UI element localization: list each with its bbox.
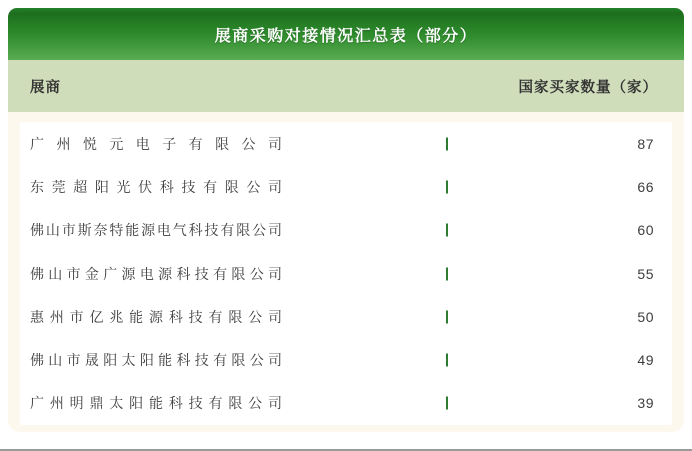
col-header-exhibitor: 展商 — [30, 79, 61, 96]
tick-mark-icon — [446, 310, 448, 323]
table-row — [20, 382, 672, 425]
column-header-row — [8, 60, 684, 112]
exhibitor-name: 佛山市晟阳太阳能科技有限公司 — [30, 352, 282, 369]
exhibitor-name: 佛山市金广源电源科技有限公司 — [30, 265, 282, 282]
table-row — [20, 338, 672, 381]
tick-mark-icon — [446, 137, 448, 150]
table-row — [20, 252, 672, 295]
tick-mark-icon — [446, 180, 448, 193]
exhibitor-name: 广州明鼎太阳能科技有限公司 — [30, 395, 282, 412]
exhibitor-name: 佛山市斯奈特能源电气科技有限公司 — [30, 222, 282, 239]
rows-panel — [20, 122, 672, 425]
tick-mark-icon — [446, 224, 448, 237]
table-row — [20, 209, 672, 252]
buyer-count: 60 — [637, 222, 654, 239]
tick-mark-icon — [446, 354, 448, 367]
table-row — [20, 122, 672, 165]
tick-mark-icon — [446, 397, 448, 410]
summary-table-card — [8, 8, 684, 432]
table-title: 展商采购对接情况汇总表（部分） — [214, 27, 478, 45]
buyer-count: 55 — [637, 265, 654, 282]
exhibitor-name: 东莞超阳光伏科技有限公司 — [30, 178, 282, 195]
col-header-buyer-count: 国家买家数量（家） — [518, 79, 658, 96]
buyer-count: 50 — [637, 308, 654, 325]
exhibitor-name: 广州悦元电子有限公司 — [30, 135, 282, 152]
exhibitor-name: 惠州市亿兆能源科技有限公司 — [30, 308, 282, 325]
buyer-count: 66 — [637, 178, 654, 195]
buyer-count: 87 — [637, 135, 654, 152]
table-title-bar — [8, 8, 684, 60]
table-body — [8, 112, 684, 432]
buyer-count: 49 — [637, 352, 654, 369]
table-row — [20, 165, 672, 208]
buyer-count: 39 — [637, 395, 654, 412]
tick-mark-icon — [446, 267, 448, 280]
table-row — [20, 295, 672, 338]
